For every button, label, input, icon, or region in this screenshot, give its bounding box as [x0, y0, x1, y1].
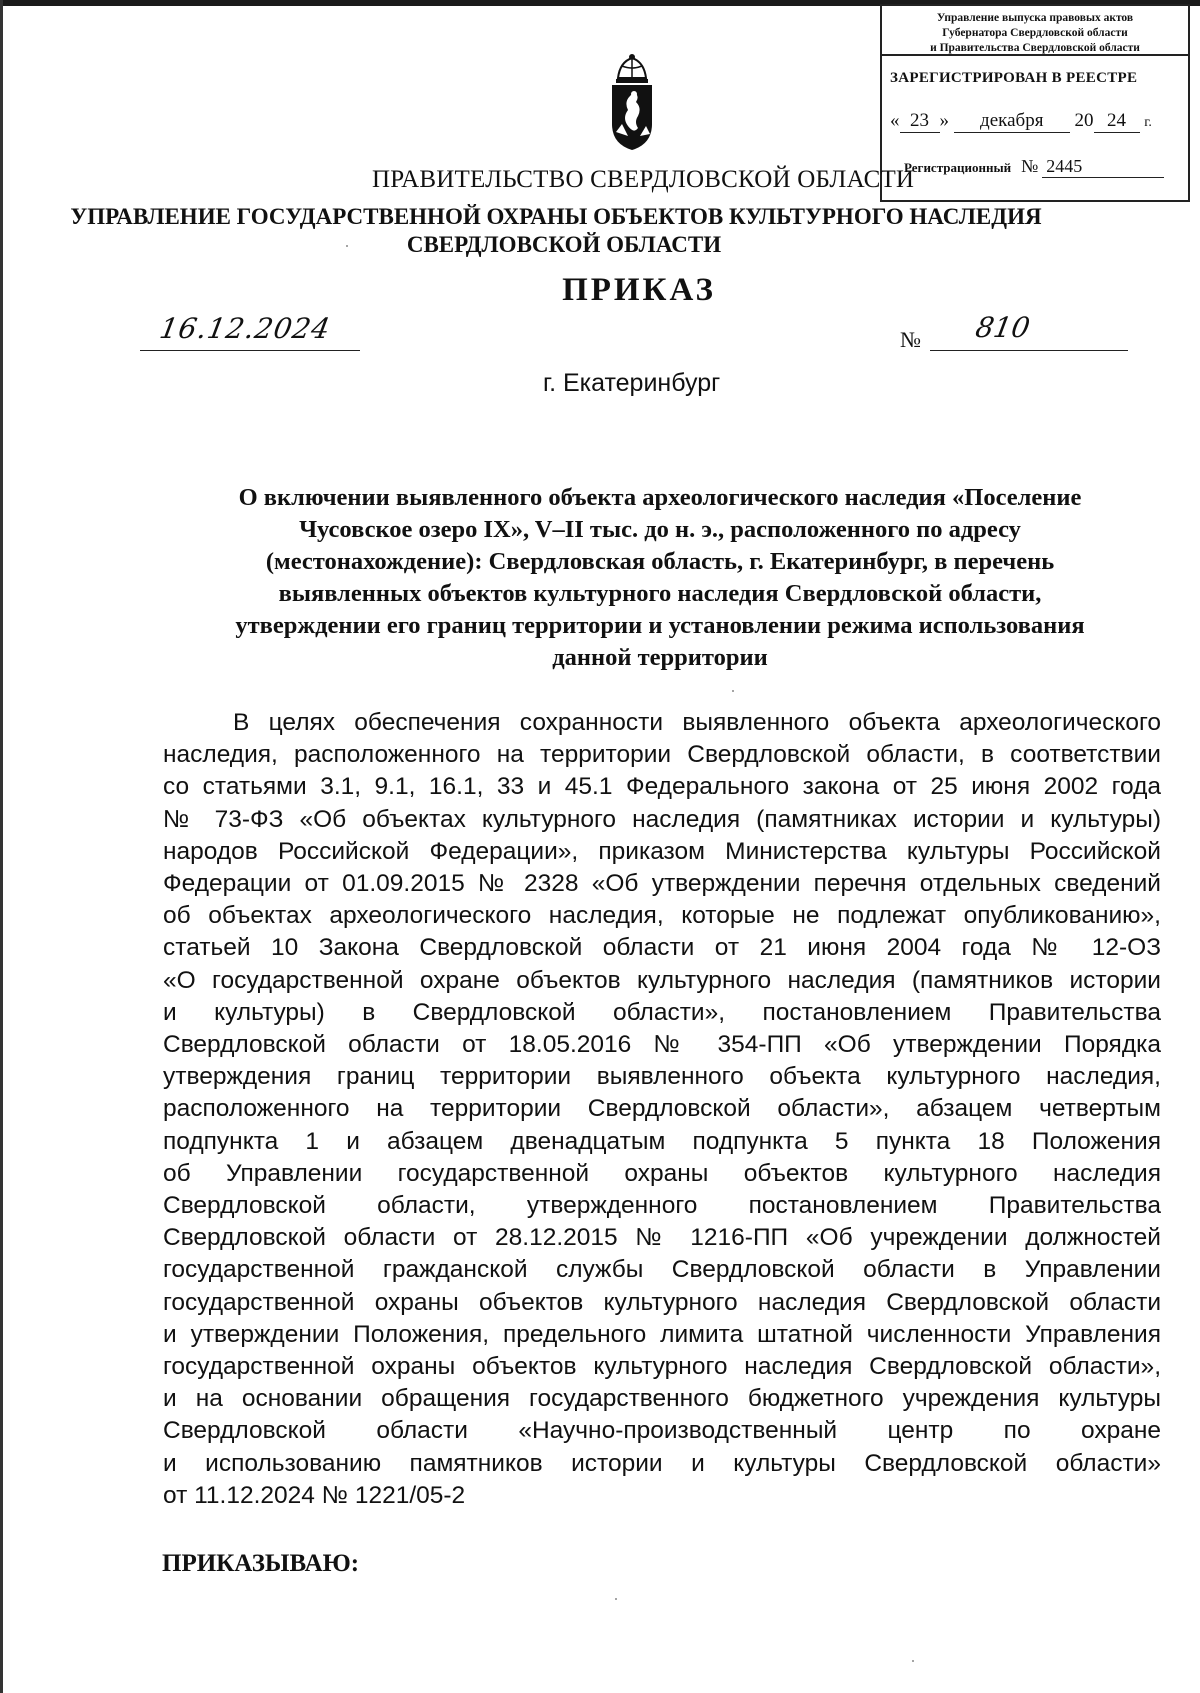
coat-of-arms-icon	[600, 52, 664, 152]
preamble-line: государственной охраны объектов культурного наследия Свердловской области»,	[163, 1353, 1161, 1381]
preamble-line: расположенного на территории Свердловской области», абзацем четвертым	[163, 1095, 1161, 1123]
heading-line: данной территории	[552, 644, 768, 671]
stamp-date-year-unit: г.	[1144, 115, 1152, 130]
preamble-line: статьей 10 Закона Свердловской области от 21 июня 2004 года № 12-ОЗ	[163, 934, 1161, 962]
stamp-header-line: и Правительства Свердловской области	[930, 42, 1140, 54]
stamp-date-month: декабря	[954, 110, 1070, 133]
document-date-value: 16.12.2024	[157, 312, 334, 345]
heading-line: (местонахождение): Свердловская область, г. Екатеринбург, в перечень	[265, 548, 1055, 575]
stamp-date-quote: »	[939, 110, 949, 131]
agency-name-line1: УПРАВЛЕНИЕ ГОСУДАРСТВЕННОЙ ОХРАНЫ ОБЪЕКТОВ КУЛЬТУРНОГО НАСЛЕДИЯ	[70, 204, 1042, 229]
document-number-sign: №	[900, 327, 921, 352]
preamble-line: и на основании обращения государственного бюджетного учреждения культуры	[163, 1385, 1161, 1413]
preamble-line: об Управлении государственной охраны объектов культурного наследия	[163, 1159, 1161, 1187]
scan-speck	[912, 1660, 914, 1662]
preamble-line: Свердловской области от 18.05.2016 № 354-ПП «Об утверждении Порядка	[163, 1031, 1161, 1059]
scan-speck	[346, 245, 348, 247]
heading-line: выявленных объектов культурного наследия Свердловской области,	[278, 580, 1042, 607]
preamble-line: от 11.12.2024 № 1221/05-2	[163, 1481, 466, 1509]
preamble-line: «О государственной охране объектов культурного наследия (памятников истории	[163, 966, 1161, 994]
stamp-date-year-prefix: 20	[1074, 110, 1094, 131]
preamble-line: Свердловской области от 28.12.2015 № 1216-ПП «Об учреждении должностей	[163, 1224, 1161, 1252]
stamp-date-day: 23	[900, 110, 940, 133]
order-word: ПРИКАЗЫВАЮ:	[162, 1550, 360, 1577]
stamp-header-line: Губернатора Свердловской области	[942, 27, 1128, 39]
preamble-line: наследия, расположенного на территории Свердловской области, в соответствии	[163, 741, 1161, 769]
scan-speck	[615, 1598, 617, 1600]
preamble-line: народов Российской Федерации», приказом Министерства культуры Российской	[163, 837, 1161, 865]
preamble-line: В целях обеспечения сохранности выявленного объекта археологического	[233, 709, 1161, 736]
preamble-text	[163, 707, 1161, 1512]
heading-line: Чусовское озеро IX», V–II тыс. до н. э., расположенного по адресу	[299, 516, 1021, 543]
preamble-line: со статьями 3.1, 9.1, 16.1, 33 и 45.1 Федерального закона от 25 июня 2002 года	[163, 773, 1161, 801]
preamble-line: и утверждении Положения, предельного лимита штатной численности Управления	[163, 1320, 1161, 1348]
heading-line: утверждении его границ территории и установлении режима использования	[235, 612, 1085, 639]
preamble-line: Свердловской области, утвержденного постановлением Правительства	[163, 1192, 1161, 1220]
document-number	[930, 311, 1128, 351]
heading-line: О включении выявленного объекта археологического наследия «Поселение	[238, 484, 1082, 511]
preamble-line: утверждения границ территории выявленного объекта культурного наследия,	[163, 1063, 1161, 1091]
stamp-date-quote: «	[890, 110, 900, 131]
registry-stamp	[880, 4, 1190, 202]
stamp-header-line: Управление выпуска правовых актов	[936, 12, 1134, 24]
order-heading	[110, 482, 1200, 674]
preamble-line: и использованию памятников истории и культуры Свердловской области»	[163, 1449, 1161, 1477]
city: г. Екатеринбург	[543, 369, 721, 397]
stamp-reg-label: Регистрационный	[904, 160, 1012, 175]
preamble-line: № 73-ФЗ «Об объектах культурного наследия (памятниках истории и культуры)	[163, 805, 1161, 833]
document-type: ПРИКАЗ	[562, 272, 716, 308]
stamp-date	[890, 110, 1152, 133]
preamble-line: государственной гражданской службы Свердловской области в Управлении	[163, 1256, 1161, 1284]
stamp-reg-value: 2445	[1042, 156, 1164, 178]
stamp-reg-no-sign: №	[1021, 156, 1039, 176]
scan-speck	[732, 690, 734, 692]
document-number-value: 810	[973, 311, 1033, 344]
stamp-date-year: 24	[1094, 110, 1140, 133]
agency-name-line2: СВЕРДЛОВСКОЙ ОБЛАСТИ	[406, 232, 722, 257]
government-name: ПРАВИТЕЛЬСТВО СВЕРДЛОВСКОЙ ОБЛАСТИ	[372, 166, 915, 193]
stamp-reg-number	[904, 156, 1164, 178]
preamble-line: государственной охраны объектов культурного наследия Свердловской области	[163, 1288, 1161, 1316]
stamp-registered-label: ЗАРЕГИСТРИРОВАН В РЕЕСТРЕ	[890, 70, 1138, 86]
stamp-header	[882, 6, 1188, 56]
preamble-line: подпункта 1 и абзацем двенадцатым подпункта 5 пункта 18 Положения	[163, 1127, 1161, 1155]
preamble-line: Свердловской области «Научно-производственный центр по охране	[163, 1417, 1161, 1445]
preamble-line: об объектах археологического наследия, которые не подлежат опубликованию»,	[163, 902, 1161, 930]
preamble-line: Федерации от 01.09.2015 № 2328 «Об утверждении перечня отдельных сведений	[163, 870, 1161, 898]
preamble-line: и культуры) в Свердловской области», постановлением Правительства	[163, 998, 1161, 1026]
document-date	[140, 312, 360, 351]
